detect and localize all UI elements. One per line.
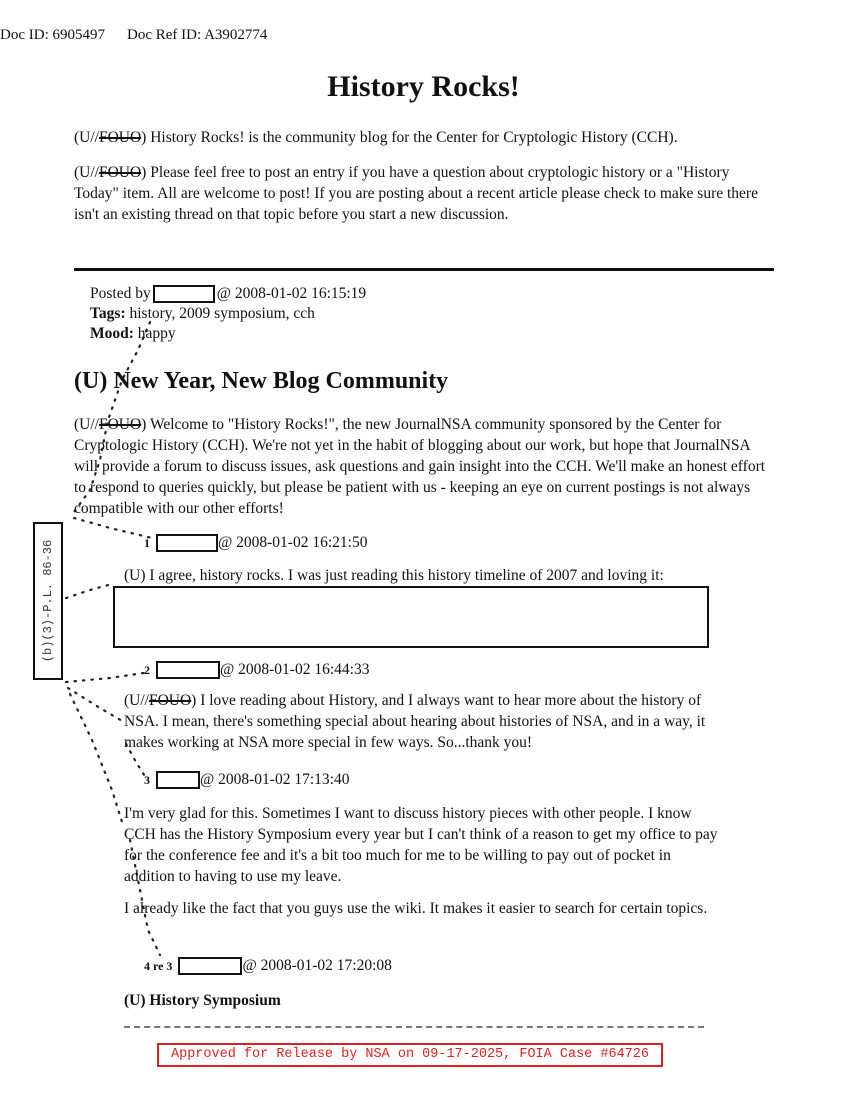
exemption-box	[33, 522, 63, 680]
posted-by-line: Posted by @ 2008-01-02 16:15:19	[90, 285, 367, 302]
comment-4-header: 4 re 3 @ 2008-01-02 17:20:08	[144, 957, 392, 974]
doc-ref-id: Doc Ref ID: A3902774	[127, 27, 268, 43]
comment-3-text: I'm very glad for this. Sometimes I want to discuss history pieces with other people. I know CCH has the History Symposium every year but I can't think of a reason to get my office to pay for the conference fee and it's a bit too much for me to be willing to pay out of pocket in addition to having to use my leave.	[124, 805, 718, 885]
comment-3-header: 3 @ 2008-01-02 17:13:40	[144, 771, 350, 788]
cut-off-text-line	[124, 1018, 704, 1030]
comment-1-header: 1 @ 2008-01-02 16:21:50	[144, 534, 368, 551]
redacted-commenter	[178, 957, 242, 975]
post-meta	[90, 284, 366, 344]
comment-2-header: 2 @ 2008-01-02 16:44:33	[144, 661, 370, 678]
redacted-commenter	[156, 771, 200, 789]
intro-paragraph-1: (U//FOUO) History Rocks! is the community blog for the Center for Cryptologic History (CCH).	[74, 129, 678, 146]
page-title: History Rocks!	[327, 70, 520, 103]
comment-3-text-2: I already like the fact that you guys use the wiki. It makes it easier to search for certain topics.	[124, 900, 708, 917]
release-stamp: Approved for Release by NSA on 09-17-2025, FOIA Case #64726	[157, 1043, 663, 1067]
tags-line: Tags: history, 2009 symposium, cch	[90, 305, 315, 322]
comment-1-text: (U) I agree, history rocks. I was just reading this history timeline of 2007 and loving it:	[124, 567, 664, 584]
mood-line: Mood: happy	[90, 325, 176, 342]
exemption-label: (b)(3)-P.L. 86-36	[41, 539, 55, 663]
redacted-author	[153, 285, 215, 303]
redacted-commenter	[156, 534, 218, 552]
section-divider	[74, 268, 774, 271]
redacted-commenter	[156, 661, 220, 679]
comment-4-title: (U) History Symposium	[124, 992, 281, 1009]
intro-paragraph-2: (U//FOUO) Please feel free to post an entry if you have a question about cryptologic history or a "History Today" item. All are welcome to post! If you are posting about a recent article please check to make sure there isn't an existing thread on that topic before you start a new discussion.	[74, 164, 758, 223]
post-heading: (U) New Year, New Blog Community	[74, 368, 449, 394]
comment-2-text: (U//FOUO) I love reading about History, and I always want to hear more about the history of NSA. I mean, there's something special about hearing about histories of NSA, and in a way, it makes working at NSA more special in few ways. So...thank you!	[124, 692, 706, 751]
redacted-block	[113, 586, 709, 648]
doc-id-line	[0, 27, 267, 44]
doc-id: Doc ID: 6905497	[0, 27, 105, 43]
post-body: (U//FOUO) Welcome to "History Rocks!", the new JournalNSA community sponsored by the Center for Cryptologic History (CCH). We're not yet in the habit of blogging about our work, but hope that JournalNSA will provide a forum to discuss issues, ask questions and gain insight into the CCH. We'll make an honest effort to respond to queries quickly, but please be patient with us - keeping an eye on current postings is not always compatible with our other efforts!	[74, 416, 766, 517]
